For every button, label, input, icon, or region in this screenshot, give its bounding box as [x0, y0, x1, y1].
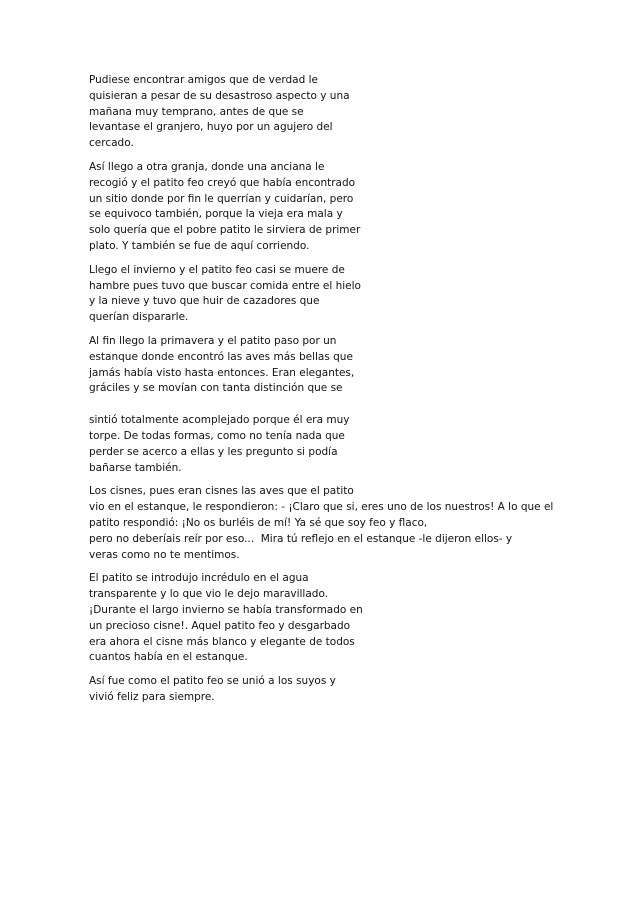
text-line: cercado.: [89, 137, 134, 150]
paragraph-5: [89, 413, 629, 476]
text-line: sintió totalmente acomplejado porque él era muy: [89, 414, 350, 427]
text-line: y la nieve y tuvo que huir de cazadores que: [89, 295, 320, 308]
text-line: Los cisnes, pues eran cisnes las aves que el patito: [89, 485, 354, 498]
text-line: cuantos había en el estanque.: [89, 651, 248, 664]
text-line: mañana muy temprano, antes de que se: [89, 105, 304, 118]
text-line: torpe. De todas formas, como no tenía nada que: [89, 429, 345, 442]
text-line: perder se acerco a ellas y les pregunto si podía: [89, 445, 338, 458]
text-line: El patito se introdujo incrédulo en el agua: [89, 572, 309, 585]
text-line: levantase el granjero, huyo por un agujero del: [89, 121, 333, 134]
document-body: [89, 73, 629, 714]
paragraph-7: [89, 571, 629, 666]
text-line: veras como no te mentimos.: [89, 548, 240, 561]
text-line: hambre pues tuvo que buscar comida entre el hielo: [89, 279, 361, 292]
text-line: era ahora el cisne más blanco y elegante de todos: [89, 635, 355, 648]
text-line: plato. Y también se fue de aquí corriendo.: [89, 239, 310, 252]
text-line: gráciles y se movían con tanta distinción que se: [89, 382, 343, 395]
paragraph-1: [89, 73, 629, 152]
text-line: jamás había visto hasta entonces. Eran elegantes,: [89, 366, 355, 379]
text-line: Llego el invierno y el patito feo casi se muere de: [89, 263, 345, 276]
text-line: se equivoco también, porque la vieja era mala y: [89, 208, 343, 221]
paragraph-8: [89, 674, 629, 706]
text-line: querían dispararle.: [89, 311, 189, 324]
text-line: bañarse también.: [89, 461, 182, 474]
text-line: un sitio donde por fin le querrían y cuidarían, pero: [89, 192, 354, 205]
text-line: un precioso cisne!. Aquel patito feo y desgarbado: [89, 619, 351, 632]
text-line: Así fue como el patito feo se unió a los suyos y: [89, 675, 336, 688]
text-line: quisieran a pesar de su desastroso aspecto y una: [89, 89, 350, 102]
text-line: vio en el estanque, le respondieron: - ¡Claro que si, eres uno de los nuestros! A lo que el: [89, 501, 554, 514]
text-line: estanque donde encontró las aves más bellas que: [89, 350, 353, 363]
text-line: solo quería que el pobre patito le sirviera de primer: [89, 224, 361, 237]
paragraph-3: [89, 263, 629, 326]
text-line: transparente y lo que vio le dejo maravillado.: [89, 588, 329, 601]
text-line: ¡Durante el largo invierno se había transformado en: [89, 603, 363, 616]
text-line: Así llego a otra granja, donde una anciana le: [89, 160, 325, 173]
text-line: Pudiese encontrar amigos que de verdad le: [89, 74, 318, 86]
text-line: pero no deberíais reír por eso... Mira tú reflejo en el estanque -le dijeron ellos- y: [89, 532, 513, 545]
text-line: patito respondió: ¡No os burléis de mí! Ya sé que soy feo y flaco,: [89, 516, 428, 529]
paragraph-6: [89, 484, 629, 563]
paragraph-2: [89, 160, 629, 255]
text-line: Al fin llego la primavera y el patito paso por un: [89, 334, 337, 347]
text-line: recogió y el patito feo creyó que había encontrado: [89, 176, 356, 189]
text-line: vivió feliz para siempre.: [89, 690, 215, 703]
paragraph-4: [89, 334, 629, 397]
